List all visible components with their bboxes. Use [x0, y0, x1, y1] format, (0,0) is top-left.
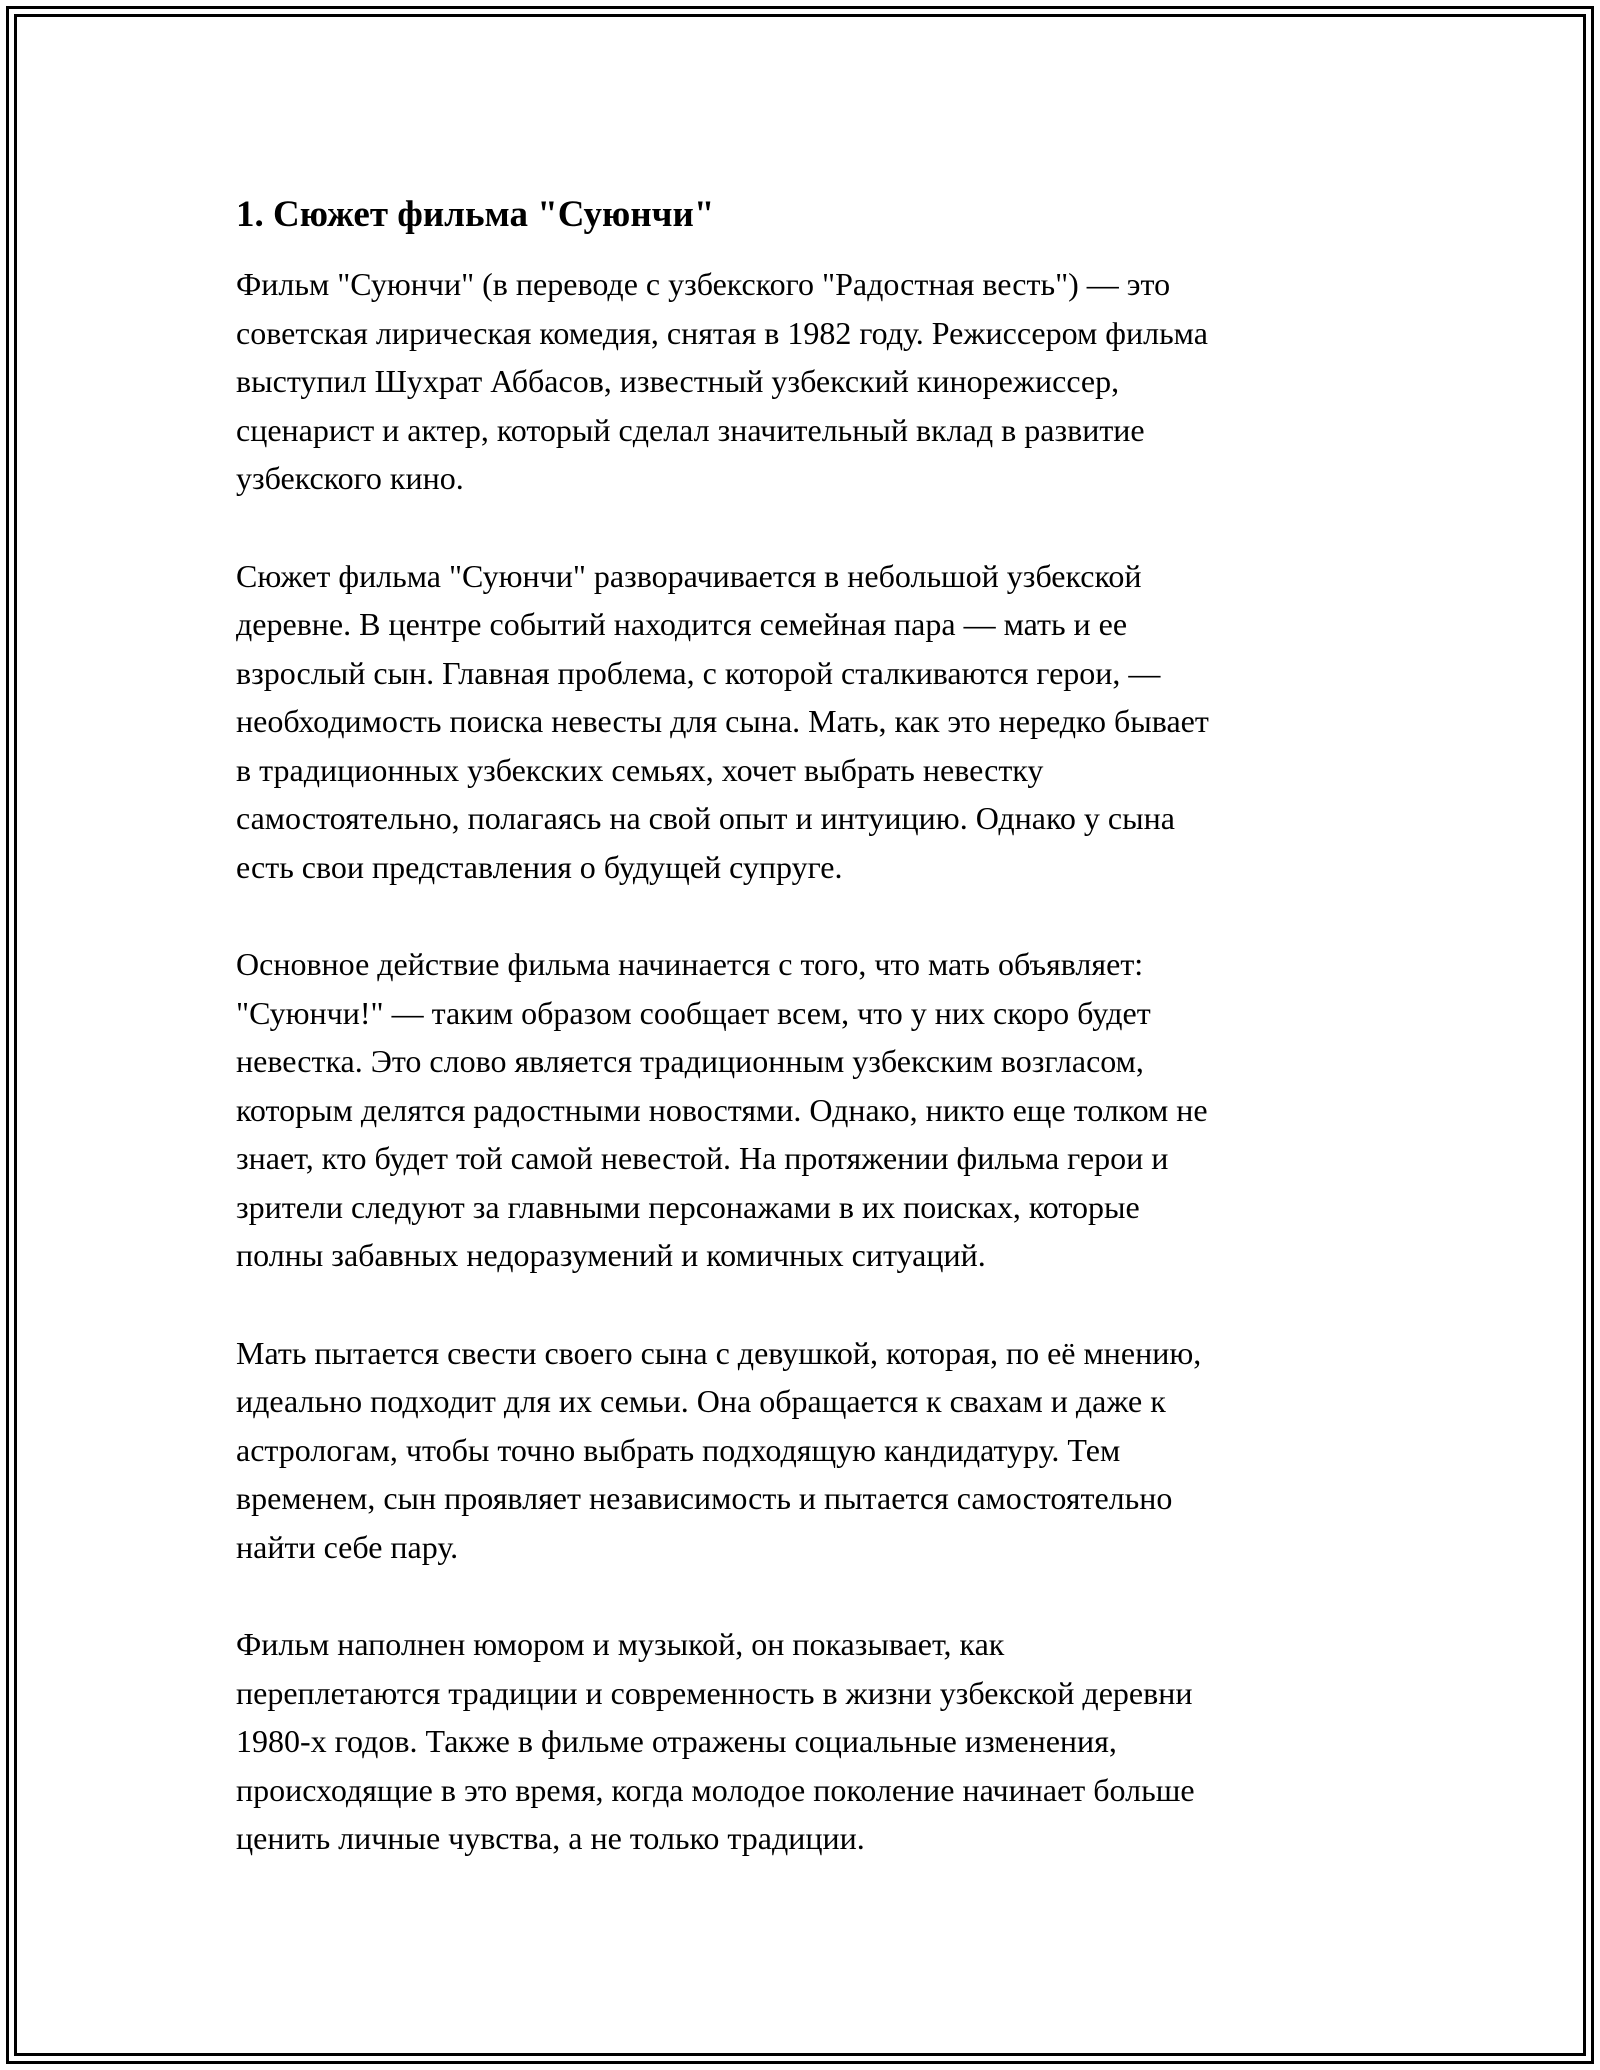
paragraph-themes: Фильм наполнен юмором и музыкой, он показывает, как переплетаются традиции и современность в жизни узбекской деревни 1980-х годов. Также в фильме отражены социальные изменения, происходящие в это время, когда молодое поколение начинает больше ценить личные чувства, а не только традиции. [236, 1626, 1195, 1856]
document-body [236, 190, 1376, 1912]
paragraph-intro: Фильм "Суюнчи" (в переводе с узбекского "Радостная весть") — это советская лирическая комедия, снятая в 1982 году. Режиссером фильма выступил Шухрат Аббасов, известный узбекский кинорежиссер, сценарист и актер, который сделал значительный вклад в развитие узбекского кино. [236, 266, 1208, 496]
paragraph-mother-efforts: Мать пытается свести своего сына с девушкой, которая, по её мнению, идеально подходит для их семьи. Она обращается к свахам и даже к астрологам, чтобы точно выбрать подходящую кандидатуру. Тем временем, сын проявляет независимость и пытается самостоятельно найти себе пару. [236, 1334, 1202, 1565]
paragraph-main-action: Основное действие фильма начинается с того, что мать объявляет: "Суюнчи!" — таким образом сообщает всем, что у них скоро будет невестка. Это слово является традиционным узбекским возгласом, которым делятся радостными новостями. Однако, никто еще толком не знает, кто будет той самой невестой. На протяжении фильма герои и зрители следуют за главными персонажами в их поисках, которые полны забавных недоразумений и комичных ситуаций. [236, 946, 1208, 1273]
section-heading: 1. Сюжет фильма "Суюнчи" [236, 194, 715, 235]
paragraph-plot-setting: Сюжет фильма "Суюнчи" разворачивается в небольшой узбекской деревне. В центре событий находится семейная пара — мать и ее взрослый сын. Главная проблема, с которой сталкиваются герои, — необходимость поиска невесты для сына. Мать, как это нередко бывает в традиционных узбекских семьях, хочет выбрать невестку самостоятельно, полагаясь на свой опыт и интуицию. Однако у сына есть свои представления о будущей супруге. [236, 557, 1209, 885]
